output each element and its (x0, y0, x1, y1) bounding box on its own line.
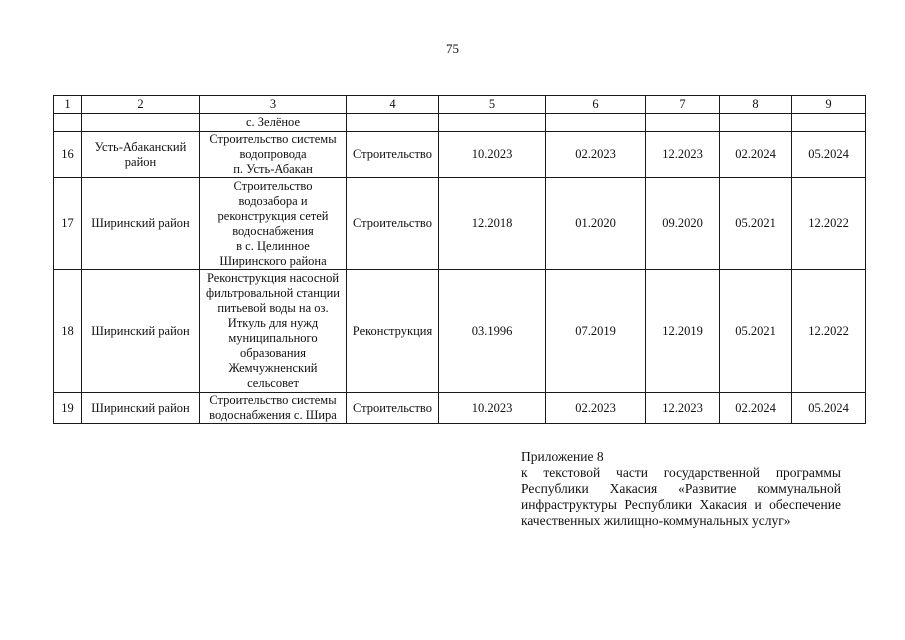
row-number: 16 (54, 132, 82, 178)
date-cell: 05.2024 (792, 393, 866, 424)
object-cell: Реконструкция насосной фильтровальной станции питьевой воды на оз. Иткуль для нужд муниципального образования Жемчужненский сельсовет (200, 270, 347, 393)
table-cell (720, 114, 792, 132)
date-cell: 09.2020 (646, 178, 720, 270)
date-cell: 01.2020 (546, 178, 646, 270)
header-cell: 2 (82, 96, 200, 114)
continuation-cell: с. Зелёное (200, 114, 347, 132)
appendix-line: Республики Хакасия «Развитие коммунальной (521, 481, 841, 496)
date-cell: 05.2021 (720, 178, 792, 270)
district-cell: Усть-Абаканский район (82, 132, 200, 178)
appendix-line: инфраструктуры Республики Хакасия и обеспечение (521, 497, 841, 512)
header-cell: 9 (792, 96, 866, 114)
header-cell: 6 (546, 96, 646, 114)
date-cell: 12.2019 (646, 270, 720, 393)
table-cell (546, 114, 646, 132)
continuation-row (54, 114, 866, 132)
row-number: 19 (54, 393, 82, 424)
table-row (54, 393, 866, 424)
date-cell: 02.2023 (546, 393, 646, 424)
appendix-line: к текстовой части государственной программы (521, 465, 841, 480)
work-type-cell: Строительство (347, 132, 439, 178)
date-cell: 10.2023 (439, 132, 546, 178)
table-row (54, 270, 866, 393)
appendix-caption (521, 465, 841, 529)
header-cell: 4 (347, 96, 439, 114)
page-number: 75 (446, 41, 459, 56)
table-cell (792, 114, 866, 132)
table-cell (54, 114, 82, 132)
program-table (53, 95, 866, 424)
date-cell: 03.1996 (439, 270, 546, 393)
appendix-title: Приложение 8 (521, 449, 604, 464)
object-cell: Строительство системы водопровода п. Усть-Абакан (200, 132, 347, 178)
table-cell (82, 114, 200, 132)
header-cell: 1 (54, 96, 82, 114)
header-cell: 3 (200, 96, 347, 114)
table-row (54, 178, 866, 270)
header-cell: 5 (439, 96, 546, 114)
header-cell: 7 (646, 96, 720, 114)
work-type-cell: Строительство (347, 178, 439, 270)
object-cell: Строительство водозабора и реконструкция сетей водоснабжения в с. Целинное Ширинского района (200, 178, 347, 270)
table-cell (646, 114, 720, 132)
table-row (54, 132, 866, 178)
district-cell: Ширинский район (82, 393, 200, 424)
appendix-line: качественных жилищно-коммунальных услуг» (521, 513, 791, 528)
date-cell: 12.2022 (792, 270, 866, 393)
appendix-block (521, 449, 841, 529)
table-cell (439, 114, 546, 132)
work-type-cell: Реконструкция (347, 270, 439, 393)
object-cell: Строительство системы водоснабжения с. Шира (200, 393, 347, 424)
row-number: 18 (54, 270, 82, 393)
work-type-cell: Строительство (347, 393, 439, 424)
date-cell: 07.2019 (546, 270, 646, 393)
header-cell: 8 (720, 96, 792, 114)
date-cell: 05.2024 (792, 132, 866, 178)
district-cell: Ширинский район (82, 270, 200, 393)
date-cell: 12.2023 (646, 132, 720, 178)
date-cell: 10.2023 (439, 393, 546, 424)
date-cell: 05.2021 (720, 270, 792, 393)
date-cell: 02.2023 (546, 132, 646, 178)
table-header-row (54, 96, 866, 114)
date-cell: 12.2018 (439, 178, 546, 270)
row-number: 17 (54, 178, 82, 270)
date-cell: 12.2022 (792, 178, 866, 270)
date-cell: 02.2024 (720, 132, 792, 178)
district-cell: Ширинский район (82, 178, 200, 270)
date-cell: 02.2024 (720, 393, 792, 424)
date-cell: 12.2023 (646, 393, 720, 424)
table-cell (347, 114, 439, 132)
